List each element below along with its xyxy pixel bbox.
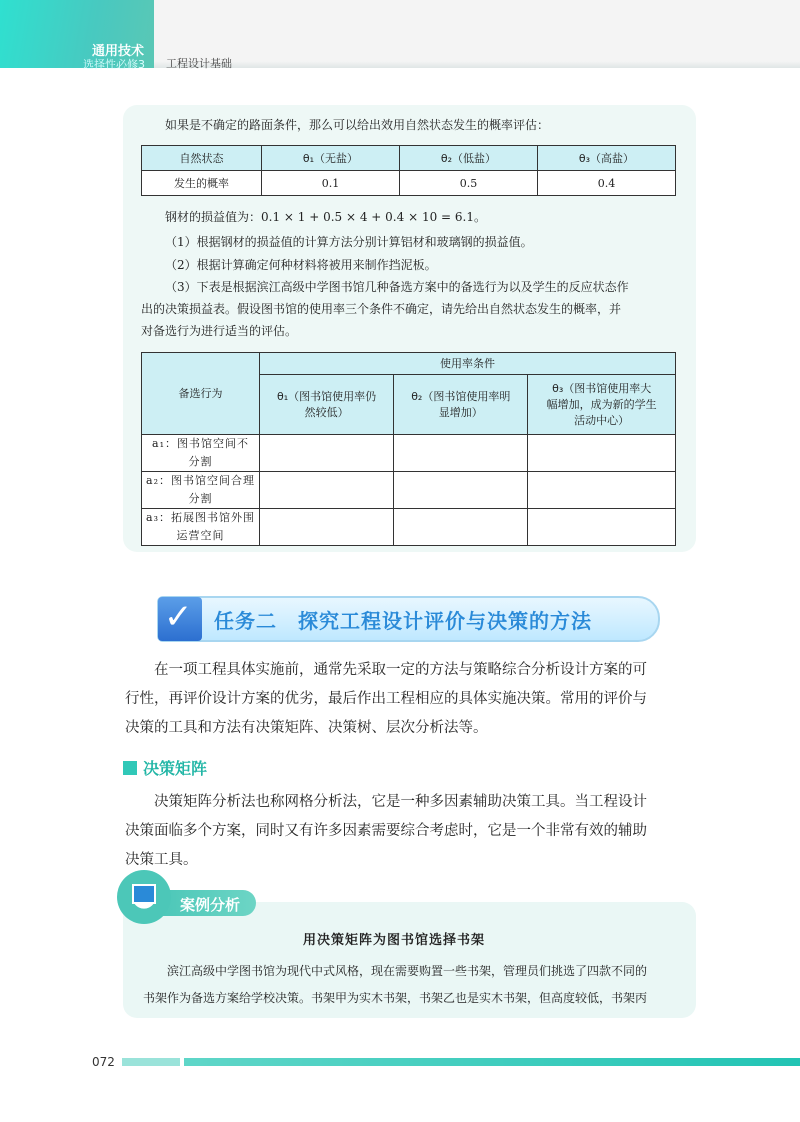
decision-table	[141, 352, 676, 546]
table-row	[142, 472, 676, 509]
table-header: θ₁（无盐）	[262, 146, 400, 171]
row-label	[142, 509, 260, 546]
table-cell: 发生的概率	[142, 171, 262, 196]
check-icon: ✓	[158, 597, 202, 641]
question-1: （1）根据钢材的损益值的计算方法分别计算铝材和玻璃钢的损益值。	[165, 235, 533, 249]
text-line: 决策矩阵分析法也称网格分析法，它是一种多因素辅助决策工具。当工程设计	[154, 794, 647, 810]
header-line: θ₃（图书馆使用率大	[552, 381, 652, 395]
row-line: 分割	[188, 492, 213, 505]
row-line: a₂：图书馆空间合理	[146, 474, 255, 487]
table-header: θ₃（高盐）	[538, 146, 676, 171]
page-number: 072	[92, 1055, 115, 1069]
col-header	[528, 375, 676, 435]
question-2: （2）根据计算确定何种材料将被用来制作挡泥板。	[165, 258, 437, 272]
row-label	[142, 435, 260, 472]
text-line: 决策面临多个方案，同时又有许多因素需要综合考虑时，它是一个非常有效的辅助	[125, 823, 647, 839]
footer-bar	[122, 1058, 180, 1066]
table-cell: 0.1	[262, 171, 400, 196]
gear-icon	[117, 870, 171, 924]
header-line: θ₁（图书馆使用率仍	[277, 389, 377, 403]
table-cell	[260, 472, 394, 509]
table-cell	[394, 435, 528, 472]
book-title: 工程设计基础	[166, 57, 232, 70]
question-3-cont: 对备选行为进行适当的评估。	[141, 324, 298, 338]
case-tag-label: 案例分析	[180, 896, 241, 914]
steel-value: 钢材的损益值为：0.1 × 1 + 0.5 × 4 + 0.4 × 10 = 6.1。	[165, 210, 486, 224]
row-line: a₃：拓展图书馆外围	[146, 511, 255, 524]
table-cell	[528, 435, 676, 472]
text-line: 决策的工具和方法有决策矩阵、决策树、层次分析法等。	[125, 720, 488, 736]
row-label	[142, 472, 260, 509]
table-cell	[528, 509, 676, 546]
group-header: 使用率条件	[260, 353, 676, 375]
row-line: a₁：图书馆空间不	[152, 437, 249, 450]
task-title: 任务二 探究工程设计评价与决策的方法	[214, 609, 592, 633]
case-text-line: 滨江高级中学图书馆为现代中式风格，现在需要购置一些书架，管理员们挑选了四款不同的	[167, 964, 648, 978]
table-row	[142, 509, 676, 546]
table-header: 自然状态	[142, 146, 262, 171]
col-header	[260, 375, 394, 435]
row-line: 运营空间	[176, 529, 225, 542]
section-marker-icon	[123, 761, 137, 775]
header-tab	[0, 0, 154, 71]
section-title: 决策矩阵	[143, 759, 208, 778]
question-3: （3）下表是根据滨江高级中学图书馆几种备选方案中的备选行为以及学生的反应状态作	[165, 280, 629, 294]
col-header: 备选行为	[142, 353, 260, 435]
text-line: 行性，再评价设计方案的优劣，最后作出工程相应的具体实施决策。常用的评价与	[125, 691, 647, 707]
volume-title: 选择性必修3	[83, 58, 145, 71]
header-line: 然较低）	[304, 405, 349, 419]
case-text-line: 书架作为备选方案给学校决策。书架甲为实木书架，书架乙也是实木书架，但高度较低，书架丙	[143, 991, 648, 1005]
table-cell	[394, 472, 528, 509]
header-line: θ₂（图书馆使用率明	[411, 389, 511, 403]
row-line: 分割	[188, 455, 213, 468]
intro-paragraph	[125, 656, 700, 743]
question-3-cont: 出的决策损益表。假设图书馆的使用率三个条件不确定，请先给出自然状态发生的概率，并	[141, 302, 622, 316]
table-cell	[528, 472, 676, 509]
table-cell	[260, 509, 394, 546]
header-line: 幅增加，成为新的学生	[546, 397, 657, 411]
probability-table	[141, 145, 676, 196]
table-cell	[260, 435, 394, 472]
series-title: 通用技术	[92, 44, 145, 59]
table-header: θ₂（低盐）	[400, 146, 538, 171]
case-title: 用决策矩阵为图书馆选择书架	[303, 933, 486, 948]
footer-bar	[184, 1058, 800, 1066]
table-row	[142, 435, 676, 472]
header-line: 显增加）	[438, 405, 483, 419]
table-cell: 0.5	[400, 171, 538, 196]
case-tag	[160, 890, 256, 916]
exercise-intro: 如果是不确定的路面条件，那么可以给出效用自然状态发生的概率评估：	[165, 118, 550, 132]
header-line: 活动中心）	[574, 413, 630, 427]
col-header	[394, 375, 528, 435]
table-cell: 0.4	[538, 171, 676, 196]
header-band	[154, 0, 800, 68]
text-line: 决策工具。	[125, 852, 198, 868]
section-paragraph	[125, 788, 700, 875]
table-cell	[394, 509, 528, 546]
text-line: 在一项工程具体实施前，通常先采取一定的方法与策略综合分析设计方案的可	[154, 662, 647, 678]
